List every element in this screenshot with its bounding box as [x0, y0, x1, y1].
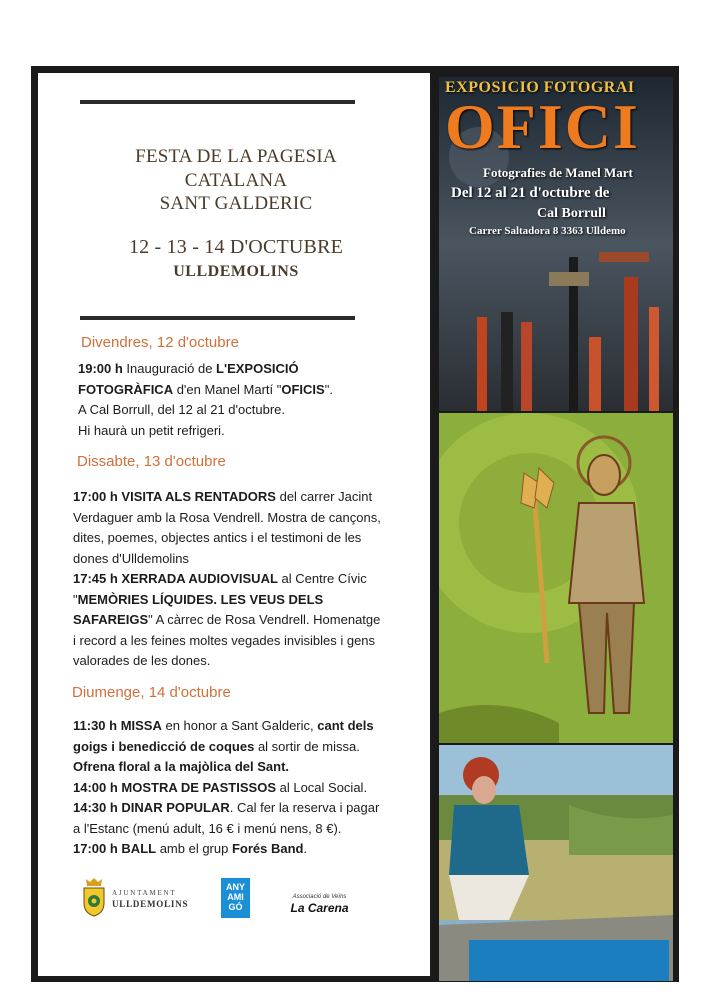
washhouse-scene: [439, 745, 673, 981]
friday-program: [78, 359, 333, 441]
bold-fragment: Ofrena floral a la majòlica del Sant.: [73, 759, 290, 774]
bold-fragment: FOTOGRÀFICA: [78, 381, 174, 397]
bold-fragment: Forés Band: [231, 841, 304, 856]
time-label: 19:00 h: [78, 361, 123, 376]
friday-line3: A Cal Borrull, del 12 al 21 d'octubre.: [78, 402, 285, 417]
sunday-line7: [73, 839, 379, 860]
text-fragment: d'en Manel Martí ": [173, 381, 282, 397]
poster-dates: Del 12 al 21 d'octubre de: [451, 185, 610, 201]
poster-venue: Cal Borrull: [537, 206, 606, 221]
washhouse-photo: [439, 745, 673, 981]
text-fragment: Inauguració de: [122, 361, 217, 376]
saturday-line4: dones d'Ulldemolins: [73, 550, 189, 566]
text-fragment: al sortir de missa.: [254, 738, 360, 754]
bold-fragment: SAFAREIGS: [73, 612, 149, 627]
poster-title: OFICI: [445, 91, 640, 162]
bold-fragment: L'EXPOSICIÓ: [216, 361, 299, 376]
saturday-line5: [73, 569, 381, 590]
sunday-line3: [73, 757, 379, 778]
top-divider: [80, 100, 355, 104]
any-amigo-logo: [221, 878, 250, 918]
day-heading-sunday: Diumenge, 14 d'octubre: [72, 684, 231, 701]
ajuntament-name: ULLDEMOLINS: [112, 899, 189, 909]
bold-fragment: OFICIS: [281, 381, 325, 397]
text-fragment: . Cal fer la reserva i pagar: [229, 800, 380, 815]
poster-address: Carrer Saltadora 8 3363 Ulldemo: [469, 225, 626, 237]
friday-line2: [78, 380, 333, 401]
ajuntament-label: AJUNTAMENT: [112, 889, 177, 897]
la-carena-logo: [277, 893, 362, 919]
bottom-divider: [80, 316, 355, 320]
bold-fragment: 17:45 h XERRADA AUDIOVISUAL: [73, 571, 278, 586]
bold-fragment: 14:00 h MOSTRA DE PASTISSOS: [73, 779, 276, 795]
bold-fragment: 17:00 h VISITA ALS RENTADORS: [73, 489, 276, 504]
day-heading-saturday: Dissabte, 13 d'octubre: [77, 453, 226, 470]
bold-fragment: MEMÒRIES LÍQUIDES. LES VEUS DELS: [77, 591, 324, 607]
poster-photographer: Fotografies de Manel Mart: [483, 165, 633, 180]
event-dates: 12 - 13 - 14 D'OCTUBRE: [128, 236, 344, 258]
saint-galderic-artwork: [439, 413, 673, 743]
text-fragment: al Local Social.: [276, 779, 368, 795]
exhibition-poster-photo: [439, 77, 673, 411]
bold-fragment: cant dels: [317, 718, 374, 733]
text-fragment: amb el grup: [156, 841, 232, 856]
friday-line4: Hi haurà un petit refrigeri.: [78, 422, 225, 438]
logo-text: GÓ: [228, 902, 243, 912]
logo-text: AMI: [227, 892, 244, 902]
text-fragment: del carrer Jacint: [275, 489, 373, 504]
day-heading-friday: Divendres, 12 d'octubre: [81, 334, 239, 351]
carena-label: Associació de Veïns: [292, 894, 347, 900]
text-fragment: al Centre Cívic: [277, 571, 367, 586]
ajuntament-logo: [82, 877, 197, 921]
text-fragment: ".: [324, 381, 333, 397]
saturday-program: [73, 487, 381, 672]
bold-fragment: 17:00 h BALL: [73, 841, 157, 856]
saturday-line7: [73, 610, 381, 631]
saturday-line1: [73, 487, 381, 508]
friday-line1: [78, 359, 333, 380]
sunday-line4: [73, 778, 379, 799]
sunday-line1: [73, 716, 379, 737]
saturday-line2: Verdaguer amb la Rosa Vendrell. Mostra de cançons,: [73, 509, 381, 525]
sunday-line2: [73, 737, 379, 758]
saturday-line6: [73, 590, 381, 611]
logo-text: ANY: [225, 882, 245, 892]
saturday-line8: i record a les feines moltes vegades invisibles i gens: [73, 632, 376, 648]
poster-subtitle: EXPOSICIO FOTOGRAI: [445, 79, 635, 96]
event-town: ULLDEMOLINS: [173, 263, 299, 280]
bold-fragment: 11:30 h MISSA: [73, 718, 162, 733]
sunday-line5: [73, 798, 379, 819]
bold-fragment: goigs i benedicció de coques: [73, 738, 255, 754]
carena-name: La Carena: [290, 901, 349, 915]
text-fragment: " A càrrec de Rosa Vendrell. Homenatge: [148, 612, 381, 627]
sunday-line6: a l'Estanc (menú adult, 16 € i menú nens, 8 €).: [73, 820, 342, 836]
saturday-line9: valorades de les dones.: [73, 653, 211, 668]
sunday-program: [73, 716, 379, 860]
text-fragment: ": [73, 591, 78, 607]
event-title-line2: CATALANA: [184, 170, 288, 191]
text-fragment: en honor a Sant Galderic,: [161, 718, 318, 733]
bold-fragment: 14:30 h DINAR POPULAR: [73, 800, 230, 815]
event-title-line1: FESTA DE LA PAGESIA: [135, 146, 337, 167]
saturday-line3: dites, poemes, objectes antics i el testimoni de les: [73, 530, 362, 545]
coat-of-arms-icon: [82, 877, 106, 917]
saint-illustration: [439, 413, 673, 743]
text-fragment: .: [303, 841, 308, 856]
event-title-line3: SANT GALDERIC: [159, 193, 313, 214]
